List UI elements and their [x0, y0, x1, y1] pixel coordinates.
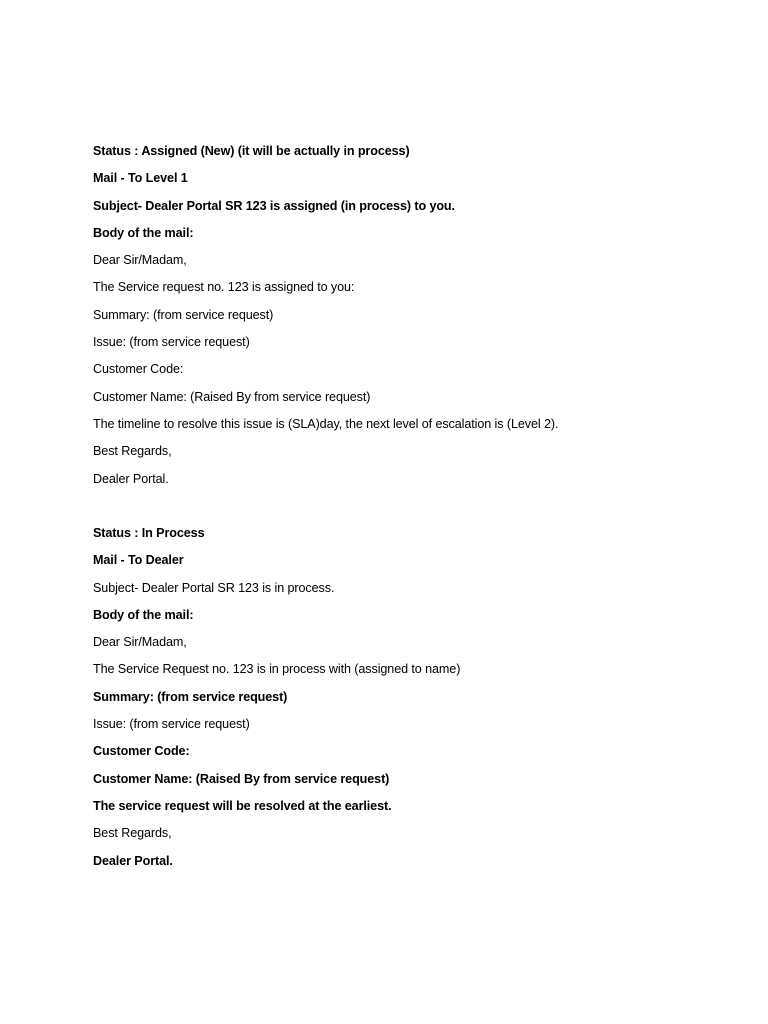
- regards-line: Best Regards,: [93, 826, 172, 841]
- mail-subject: Subject- Dealer Portal SR 123 is in process.: [93, 580, 335, 595]
- summary-line: Summary: (from service request): [93, 307, 274, 322]
- greeting: Dear Sir/Madam,: [93, 253, 187, 268]
- mail-subject: Subject- Dealer Portal SR 123 is assigned (in process) to you.: [93, 198, 455, 213]
- section-assigned: [93, 142, 713, 497]
- status-heading: Status : In Process: [93, 526, 205, 540]
- status-heading: Status : Assigned (New) (it will be actually in process): [93, 144, 410, 158]
- customer-code-line: Customer Code:: [93, 744, 190, 759]
- body-heading: Body of the mail:: [93, 225, 194, 240]
- resolution-text: The service request will be resolved at the earliest.: [93, 798, 392, 813]
- customer-name-line: Customer Name: (Raised By from service request): [93, 771, 390, 786]
- customer-name-line: Customer Name: (Raised By from service request): [93, 389, 371, 404]
- mail-recipient: Mail - To Level 1: [93, 171, 188, 186]
- regards-line: Best Regards,: [93, 444, 172, 459]
- issue-line: Issue: (from service request): [93, 335, 250, 350]
- section-in-process: [93, 524, 713, 879]
- customer-code-line: Customer Code:: [93, 362, 184, 377]
- signature-line: Dealer Portal.: [93, 853, 173, 868]
- timeline-text: The timeline to resolve this issue is (SLA)day, the next level of escalation is (Level 2).: [93, 416, 559, 431]
- mail-recipient: Mail - To Dealer: [93, 553, 184, 568]
- greeting: Dear Sir/Madam,: [93, 635, 187, 650]
- issue-line: Issue: (from service request): [93, 717, 250, 732]
- intro-text: The Service request no. 123 is assigned to you:: [93, 280, 355, 295]
- body-heading: Body of the mail:: [93, 607, 194, 622]
- intro-text: The Service Request no. 123 is in process with (assigned to name): [93, 662, 461, 677]
- summary-line: Summary: (from service request): [93, 689, 288, 704]
- signature-line: Dealer Portal.: [93, 471, 169, 486]
